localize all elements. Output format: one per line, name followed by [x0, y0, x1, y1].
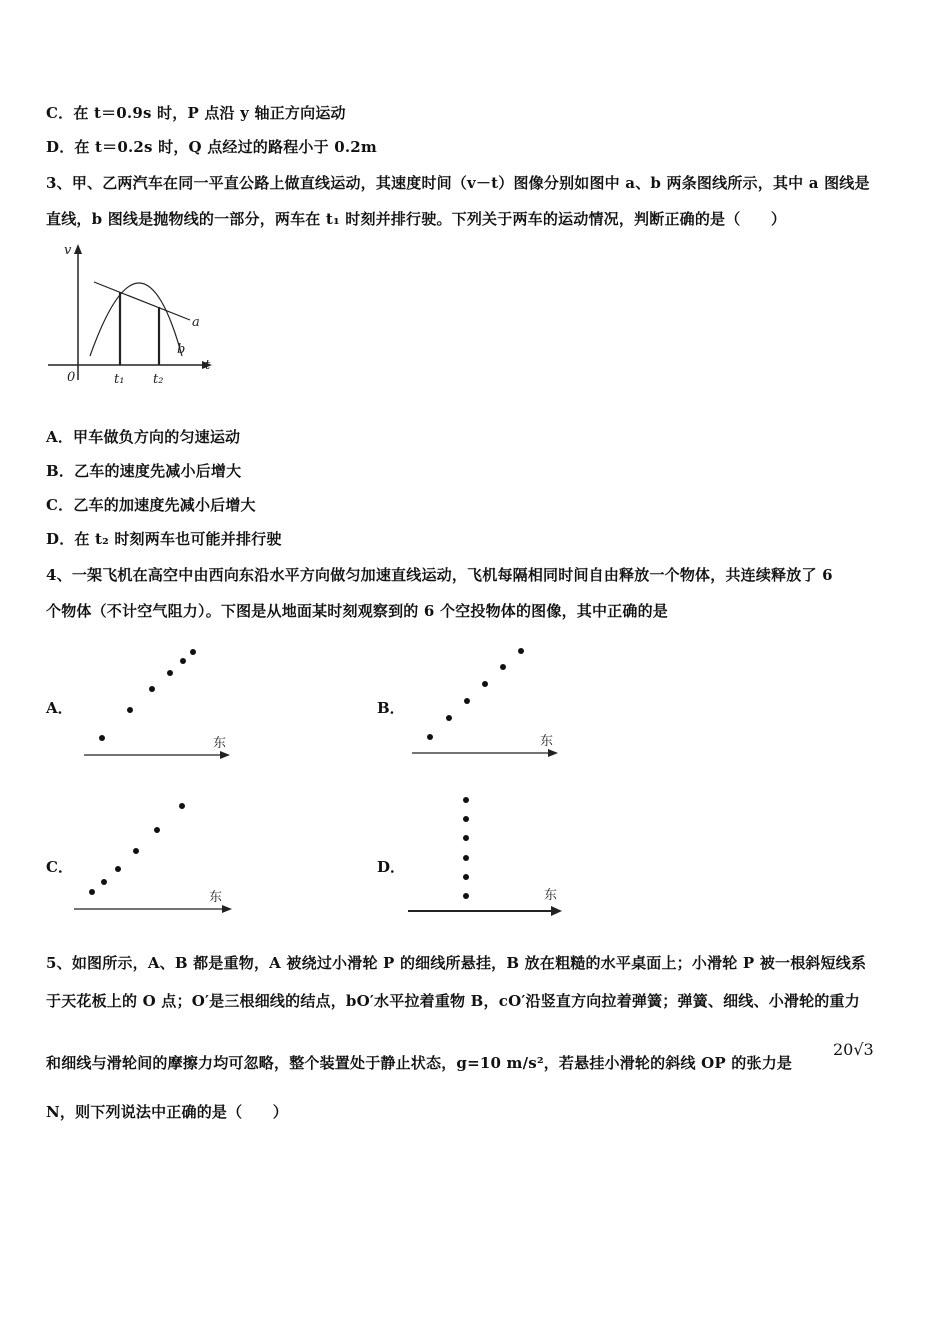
q3-option-c: C．乙车的加速度先减小后增大 — [46, 496, 256, 514]
drop-point — [518, 648, 524, 654]
q4-label-a: A． — [46, 699, 73, 717]
t2-label: t₂ — [153, 372, 164, 387]
q4-label-c: C． — [46, 858, 73, 876]
drop-point — [463, 797, 469, 803]
drop-point — [463, 855, 469, 861]
drop-point — [463, 874, 469, 880]
drop-point — [154, 827, 160, 833]
q3-option-d: D．在 t₂ 时刻两车也可能并排行驶 — [46, 530, 282, 548]
v-axis-arrow — [74, 244, 82, 254]
q5-stem-line4: N，则下列说法中正确的是（ ） — [46, 1103, 288, 1121]
drop-point — [167, 670, 173, 676]
curve-b — [90, 283, 182, 356]
drop-point — [464, 698, 470, 704]
drop-point — [446, 715, 452, 721]
q5-tension-value: 20√3 — [833, 1040, 874, 1059]
q5-stem-line3: 和细线与滑轮间的摩擦力均可忽略，整个装置处于静止状态，g=10 m/s²，若悬挂小滑轮的斜线 OP 的张力是 — [46, 1054, 793, 1072]
drop-point — [463, 816, 469, 822]
east-label: 东 — [540, 734, 554, 749]
q4-figure-a — [80, 645, 240, 765]
q4-stem-line1: 4、一架飞机在高空中由西向东沿水平方向做匀加速直线运动，飞机每隔相同时间自由释放一个物体，共连续释放了 6 — [46, 566, 833, 584]
q2-option-c: C．在 t＝0.9s 时，P 点沿 y 轴正方向运动 — [46, 104, 346, 122]
drop-point — [482, 681, 488, 687]
drop-point — [190, 649, 196, 655]
drop-point — [89, 889, 95, 895]
east-label: 东 — [209, 890, 223, 905]
ground-arrow — [222, 905, 232, 913]
drop-point — [427, 734, 433, 740]
drop-point — [115, 866, 121, 872]
q5-stem-line1: 5、如图所示，A、B 都是重物，A 被绕过小滑轮 P 的细线所悬挂，B 放在粗糙的水平桌面上；小滑轮 P 被一根斜短线系 — [46, 954, 867, 972]
q3-stem-line1: 3、甲、乙两汽车在同一平直公路上做直线运动，其速度时间（v－t）图像分别如图中 a、b 两条图线所示，其中 a 图线是 — [46, 174, 870, 192]
q5-stem-line2: 于天花板上的 O 点；O′是三根细线的结点，bO′水平拉着重物 B，cO′沿竖直方向拉着弹簧；弹簧、细线、小滑轮的重力 — [46, 992, 860, 1010]
drop-point — [99, 735, 105, 741]
curve-b-label: b — [177, 342, 186, 357]
ground-arrow — [220, 751, 230, 759]
drop-point — [149, 686, 155, 692]
v-label: v — [64, 243, 72, 258]
east-label: 东 — [544, 888, 558, 903]
q4-figure-c — [70, 798, 240, 918]
line-a — [94, 282, 190, 320]
q4-figure-b — [408, 645, 568, 765]
t-label: t — [205, 358, 211, 373]
drop-point — [180, 658, 186, 664]
q4-stem-line2: 个物体（不计空气阻力）。下图是从地面某时刻观察到的 6 个空投物体的图像，其中正确的是 — [46, 602, 668, 620]
q4-label-b: B． — [377, 699, 405, 717]
q3-vt-graph — [44, 240, 219, 390]
t1-label: t₁ — [114, 372, 125, 387]
drop-point — [500, 664, 506, 670]
drop-point — [101, 879, 107, 885]
q2-option-d: D．在 t＝0.2s 时，Q 点经过的路程小于 0.2m — [46, 138, 378, 156]
origin-label: 0 — [67, 370, 76, 385]
q3-option-b: B．乙车的速度先减小后增大 — [46, 462, 242, 480]
drop-point — [463, 893, 469, 899]
drop-point — [127, 707, 133, 713]
drop-point — [179, 803, 185, 809]
line-a-label: a — [192, 315, 200, 330]
q3-option-a: A．甲车做负方向的匀速运动 — [46, 428, 241, 446]
ground-arrow — [548, 749, 558, 757]
q3-stem-line2: 直线，b 图线是抛物线的一部分，两车在 t₁ 时刻并排行驶。下列关于两车的运动情况，判断正确的是（ ） — [46, 210, 787, 228]
drop-point — [463, 835, 469, 841]
q4-label-d: D． — [377, 858, 406, 876]
ground-arrow — [551, 906, 562, 916]
east-label: 东 — [213, 736, 227, 751]
q4-figure-d — [405, 790, 570, 920]
drop-point — [133, 848, 139, 854]
